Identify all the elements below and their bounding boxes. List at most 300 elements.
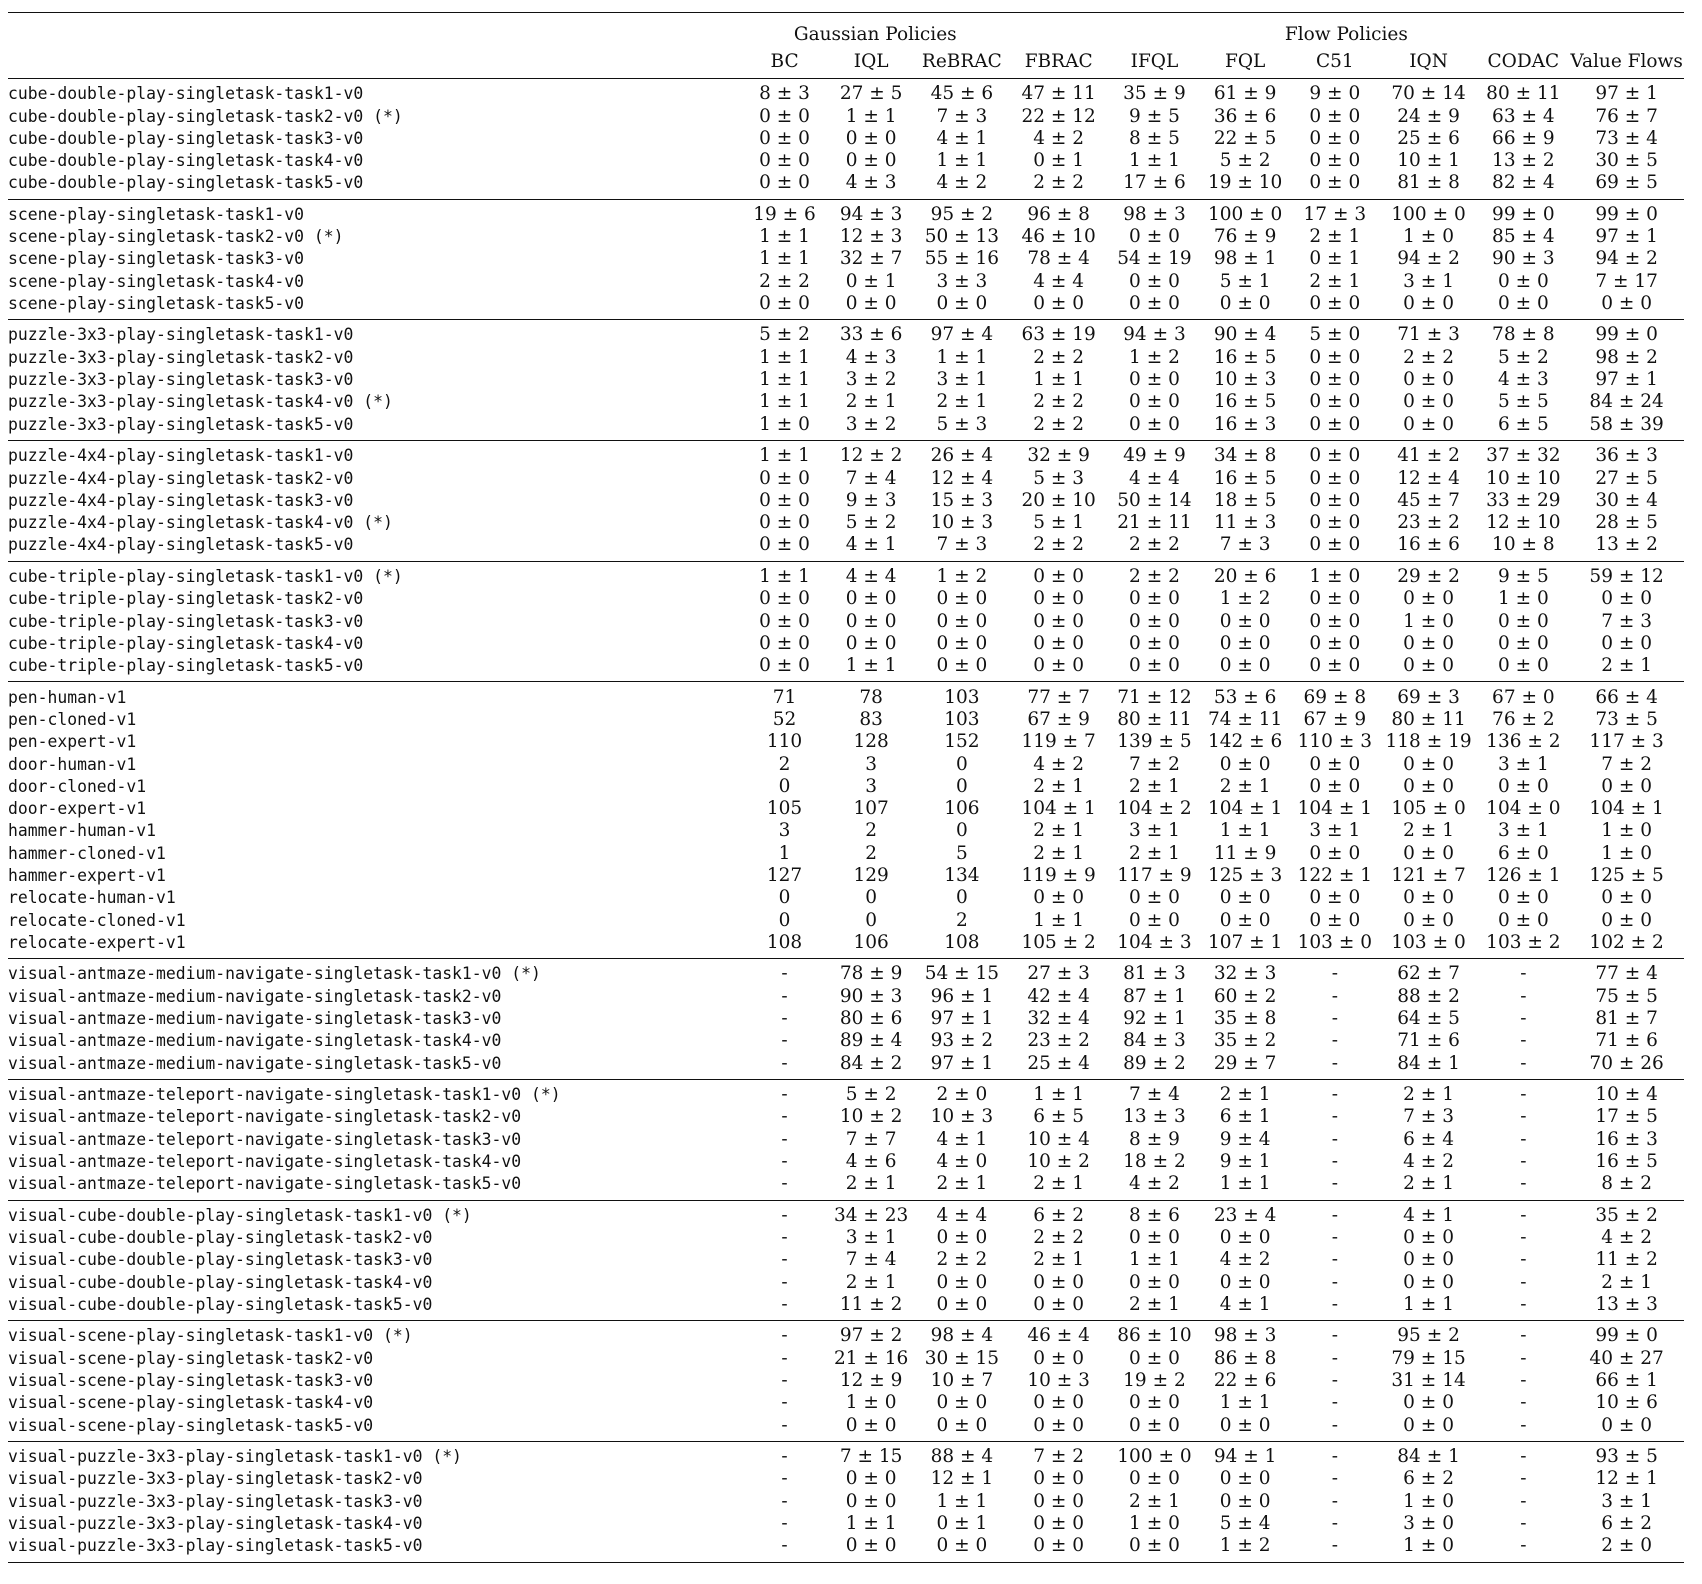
- score-cell: 76 ± 9: [1213, 226, 1277, 248]
- score-cell: 0 ± 0: [1403, 1271, 1454, 1293]
- env-name-cell: visual-scene-play-singletask-task1-v0 (*): [8, 1321, 742, 1348]
- score-cell: -: [1520, 1370, 1527, 1392]
- score-cell: 0 ± 0: [1403, 588, 1454, 610]
- table-row: [8, 1370, 1684, 1392]
- table-row: [8, 798, 1684, 820]
- env-name-cell: visual-antmaze-teleport-navigate-singletask-task3-v0: [8, 1129, 522, 1149]
- score-cell: 0 ± 0: [1403, 369, 1454, 391]
- score-cell: 0 ± 0: [936, 588, 988, 610]
- score-cell: 32 ± 9: [1009, 441, 1109, 468]
- score-cell: 2: [865, 842, 878, 864]
- score-cell: 0 ± 0: [1129, 293, 1180, 315]
- score-cell: 1 ± 2: [915, 561, 1009, 588]
- score-cell: -: [1331, 1414, 1338, 1436]
- score-cell: 0 ± 0: [845, 150, 897, 172]
- env-name-cell: relocate-human-v1: [8, 888, 176, 908]
- score-cell: 2 ± 2: [1033, 172, 1085, 194]
- table-row: [8, 1468, 1684, 1490]
- score-cell: 7 ± 3: [1403, 1106, 1454, 1128]
- score-cell: 4 ± 2: [1129, 1173, 1180, 1195]
- score-cell: 0 ± 0: [845, 1414, 897, 1436]
- score-cell: 4 ± 2: [1403, 1150, 1454, 1172]
- score-cell: -: [781, 1249, 788, 1271]
- score-cell: 0 ± 0: [1219, 293, 1271, 315]
- score-cell: 2: [955, 909, 968, 931]
- table-row: [8, 150, 1684, 172]
- score-cell: 49 ± 9: [1109, 441, 1201, 468]
- score-cell: 7 ± 3: [1601, 610, 1652, 632]
- score-cell: 2 ± 1: [936, 1173, 988, 1195]
- score-cell: 10 ± 2: [1027, 1150, 1090, 1172]
- score-cell: 84 ± 3: [1123, 1030, 1186, 1052]
- score-cell: -: [1477, 1200, 1569, 1227]
- column-header-fql: FQL: [1200, 45, 1290, 79]
- env-name-cell: visual-antmaze-teleport-navigate-singletask-task2-v0: [8, 1107, 522, 1127]
- score-cell: 1 ± 0: [1290, 561, 1380, 588]
- env-name-cell: visual-antmaze-medium-navigate-singletask-task1-v0 (*): [8, 959, 742, 986]
- score-cell: 35 ± 8: [1213, 1008, 1277, 1029]
- table-row: [8, 320, 1684, 347]
- score-cell: 0 ± 0: [759, 293, 810, 315]
- score-cell: 0 ± 0: [1033, 1392, 1085, 1414]
- table-row: [8, 1294, 1684, 1321]
- score-cell: 1 ± 1: [1009, 1079, 1109, 1106]
- score-cell: 27 ± 5: [1595, 467, 1658, 489]
- score-cell: 1 ± 0: [1497, 588, 1549, 610]
- score-cell: 0 ± 0: [845, 293, 897, 315]
- score-cell: 7 ± 17: [1595, 270, 1658, 292]
- score-cell: 0 ± 0: [1403, 655, 1454, 677]
- score-cell: 2 ± 1: [1033, 775, 1085, 797]
- score-cell: 1 ± 1: [1219, 820, 1271, 842]
- score-cell: 63 ± 19: [1009, 320, 1109, 347]
- env-name-cell: cube-triple-play-singletask-task1-v0 (*): [8, 561, 742, 588]
- table-row: [8, 128, 1684, 150]
- table-row: [8, 1415, 1684, 1442]
- score-cell: 2 ± 2: [759, 270, 810, 292]
- score-cell: 1 ± 1: [1129, 1249, 1180, 1271]
- score-cell: 2 ± 1: [1033, 1249, 1085, 1271]
- score-cell: 30 ± 15: [924, 1347, 1000, 1369]
- score-cell: 0 ± 0: [1129, 369, 1180, 391]
- score-cell: 3: [865, 775, 878, 797]
- score-cell: 4 ± 2: [1033, 753, 1085, 775]
- score-cell: 16 ± 3: [1595, 1128, 1658, 1150]
- score-cell: 3 ± 1: [1403, 270, 1454, 292]
- score-cell: 28 ± 5: [1595, 512, 1658, 534]
- score-cell: 0: [865, 887, 878, 909]
- score-cell: 104 ± 1: [1297, 798, 1372, 820]
- score-cell: -: [781, 985, 788, 1007]
- score-cell: 1 ± 1: [845, 1513, 897, 1535]
- env-name-cell: door-expert-v1: [8, 799, 147, 819]
- score-cell: 3 ± 1: [845, 1227, 897, 1249]
- score-cell: 1 ± 2: [1200, 1535, 1290, 1562]
- score-cell: 13 ± 2: [1492, 150, 1555, 172]
- score-cell: 36 ± 3: [1569, 441, 1684, 468]
- score-cell: 9 ± 4: [1219, 1128, 1271, 1150]
- score-cell: 4 ± 4: [1129, 467, 1180, 489]
- score-cell: 129: [853, 865, 889, 887]
- score-cell: 46 ± 4: [1009, 1321, 1109, 1348]
- score-cell: -: [1520, 1227, 1527, 1249]
- score-cell: 0 ± 0: [1309, 887, 1361, 909]
- score-cell: 22 ± 6: [1213, 1370, 1277, 1392]
- score-cell: 3 ± 2: [845, 369, 897, 391]
- score-cell: 10 ± 10: [1486, 467, 1561, 489]
- score-cell: -: [1477, 1321, 1569, 1348]
- score-cell: 35 ± 2: [1213, 1030, 1277, 1052]
- score-cell: 69 ± 3: [1380, 682, 1478, 709]
- table-row: [8, 347, 1684, 369]
- env-name-cell: relocate-expert-v1: [8, 932, 186, 952]
- score-cell: 97 ± 1: [930, 1008, 994, 1029]
- table-row: [8, 1030, 1684, 1052]
- score-cell: 126 ± 1: [1486, 865, 1561, 887]
- score-cell: 0 ± 0: [1309, 346, 1361, 368]
- score-cell: 71 ± 12: [1109, 682, 1201, 709]
- table-row: [8, 1491, 1684, 1513]
- score-cell: 7 ± 3: [936, 534, 988, 556]
- score-cell: 70 ± 14: [1380, 79, 1478, 106]
- score-cell: 1 ± 0: [1380, 1535, 1478, 1562]
- score-cell: 45 ± 6: [915, 79, 1009, 106]
- score-cell: 0 ± 0: [1290, 441, 1380, 468]
- score-cell: 98 ± 3: [1109, 199, 1201, 226]
- score-cell: 2 ± 1: [1129, 842, 1180, 864]
- score-cell: 0 ± 0: [1219, 909, 1271, 931]
- score-cell: 0 ± 0: [936, 293, 988, 315]
- score-cell: 2 ± 1: [1129, 1490, 1180, 1512]
- score-cell: 0 ± 0: [1601, 887, 1652, 909]
- env-name-cell: scene-play-singletask-task1-v0: [8, 199, 742, 226]
- score-cell: 0 ± 0: [1309, 909, 1361, 931]
- score-cell: 54 ± 19: [1117, 248, 1192, 270]
- table-row: [8, 1129, 1684, 1151]
- table-row: [8, 490, 1684, 512]
- score-cell: 108: [944, 931, 980, 953]
- score-cell: 23 ± 4: [1200, 1200, 1290, 1227]
- env-name-cell: door-human-v1: [8, 754, 137, 774]
- score-cell: 0 ± 0: [1129, 1392, 1180, 1414]
- score-cell: -: [1331, 1052, 1338, 1074]
- score-cell: 7 ± 4: [845, 1249, 897, 1271]
- score-cell: 7 ± 2: [1601, 753, 1652, 775]
- score-cell: 23 ± 2: [1397, 512, 1460, 534]
- score-cell: 18 ± 2: [1123, 1150, 1186, 1172]
- score-cell: 4 ± 1: [845, 534, 897, 556]
- score-cell: 86 ± 10: [1109, 1321, 1201, 1348]
- score-cell: 0 ± 0: [936, 632, 988, 654]
- score-cell: 0 ± 0: [1309, 842, 1361, 864]
- score-cell: 4 ± 2: [1601, 1227, 1652, 1249]
- score-cell: 0 ± 0: [1129, 610, 1180, 632]
- score-cell: -: [1520, 1128, 1527, 1150]
- score-cell: 2 ± 2: [936, 1249, 988, 1271]
- score-cell: 67 ± 0: [1477, 682, 1569, 709]
- score-cell: 32 ± 7: [839, 248, 903, 270]
- score-cell: 33 ± 6: [827, 320, 915, 347]
- score-cell: 1 ± 0: [1403, 1490, 1454, 1512]
- score-cell: 5 ± 3: [1033, 467, 1085, 489]
- score-cell: 4 ± 4: [915, 1200, 1009, 1227]
- score-cell: 2 ± 1: [1129, 775, 1180, 797]
- table-row: [8, 1053, 1684, 1080]
- score-cell: 9 ± 0: [1290, 79, 1380, 106]
- score-cell: 59 ± 12: [1569, 561, 1684, 588]
- score-cell: 63 ± 4: [1492, 105, 1555, 127]
- score-cell: 0 ± 0: [1129, 1414, 1180, 1436]
- score-cell: 1 ± 0: [759, 413, 810, 435]
- score-cell: 2 ± 1: [1200, 1079, 1290, 1106]
- score-cell: 0 ± 0: [1403, 842, 1454, 864]
- score-cell: -: [781, 1347, 788, 1369]
- score-cell: 50 ± 14: [1117, 489, 1192, 511]
- score-cell: 2 ± 1: [1601, 1271, 1652, 1293]
- score-cell: 0: [955, 775, 968, 797]
- score-cell: 0 ± 0: [1309, 489, 1361, 511]
- score-cell: 11 ± 2: [839, 1293, 903, 1315]
- score-cell: -: [781, 1271, 788, 1293]
- score-cell: 128: [853, 731, 889, 753]
- score-cell: 104 ± 3: [1117, 931, 1192, 953]
- score-cell: 97 ± 1: [1595, 226, 1658, 248]
- score-cell: 1 ± 0: [1403, 610, 1454, 632]
- table-row: [8, 226, 1684, 248]
- score-cell: 77 ± 7: [1009, 682, 1109, 709]
- score-cell: 106: [853, 931, 889, 953]
- score-cell: 0 ± 0: [1309, 369, 1361, 391]
- score-cell: 0 ± 0: [915, 1535, 1009, 1562]
- table-row: [8, 369, 1684, 391]
- score-cell: 2 ± 1: [1309, 270, 1361, 292]
- score-cell: 4 ± 0: [936, 1150, 988, 1172]
- score-cell: 0 ± 0: [1403, 632, 1454, 654]
- score-cell: 0 ± 0: [759, 150, 810, 172]
- score-cell: 0 ± 0: [1219, 1227, 1271, 1249]
- results-table: [8, 12, 1684, 1563]
- score-cell: 0 ± 0: [1309, 391, 1361, 413]
- score-cell: 10 ± 2: [839, 1106, 903, 1128]
- score-cell: 2 ± 1: [936, 391, 988, 413]
- score-cell: 99 ± 0: [1477, 199, 1569, 226]
- table-row: [8, 633, 1684, 655]
- score-cell: 1 ± 1: [1033, 909, 1085, 931]
- score-cell: 54 ± 15: [915, 959, 1009, 986]
- score-cell: 7 ± 15: [827, 1441, 915, 1468]
- score-cell: 22 ± 12: [1021, 105, 1096, 127]
- score-cell: 0 ± 0: [759, 632, 810, 654]
- score-cell: 0 ± 0: [1129, 413, 1180, 435]
- score-cell: 3 ± 0: [1403, 1513, 1454, 1535]
- score-cell: 5 ± 4: [1219, 1513, 1271, 1535]
- score-cell: 12 ± 1: [930, 1468, 994, 1490]
- score-cell: 21 ± 11: [1117, 512, 1192, 534]
- score-cell: 10 ± 1: [1397, 150, 1460, 172]
- score-cell: 103 ± 0: [1297, 931, 1372, 953]
- env-name-cell: cube-triple-play-singletask-task2-v0: [8, 589, 364, 609]
- score-cell: 9 ± 1: [1219, 1150, 1271, 1172]
- score-cell: -: [1520, 1271, 1527, 1293]
- score-cell: -: [1477, 959, 1569, 986]
- score-cell: 0 ± 0: [1497, 293, 1549, 315]
- env-name-cell: puzzle-4x4-play-singletask-task1-v0: [8, 441, 742, 468]
- env-name-cell: cube-triple-play-singletask-task3-v0: [8, 611, 364, 631]
- score-cell: -: [1331, 985, 1338, 1007]
- table-row: [8, 1535, 1684, 1562]
- score-cell: 0 ± 0: [1601, 588, 1652, 610]
- score-cell: 97 ± 1: [930, 1052, 994, 1074]
- env-name-cell: visual-antmaze-medium-navigate-singletask-task2-v0: [8, 986, 502, 1006]
- score-cell: 13 ± 3: [1595, 1293, 1658, 1315]
- score-cell: 4 ± 1: [936, 1128, 988, 1150]
- score-cell: 4 ± 2: [1219, 1249, 1271, 1271]
- header-group-row: [8, 13, 1684, 45]
- score-cell: 117 ± 3: [1589, 731, 1664, 753]
- score-cell: 8 ± 2: [1601, 1173, 1652, 1195]
- score-cell: -: [781, 1490, 788, 1512]
- score-cell: 0 ± 0: [1497, 775, 1549, 797]
- score-cell: 90 ± 4: [1200, 320, 1290, 347]
- score-cell: 104 ± 1: [1021, 798, 1096, 820]
- score-cell: 30 ± 5: [1595, 150, 1658, 172]
- score-cell: 98 ± 1: [1213, 248, 1277, 270]
- score-cell: 13 ± 3: [1123, 1106, 1186, 1128]
- env-name-cell: visual-antmaze-medium-navigate-singletask-task3-v0: [8, 1009, 502, 1028]
- score-cell: 32 ± 3: [1200, 959, 1290, 986]
- score-cell: 2 ± 1: [1601, 655, 1652, 677]
- score-cell: 7 ± 3: [936, 105, 988, 127]
- score-cell: 104 ± 2: [1117, 798, 1192, 820]
- score-cell: 0 ± 0: [1497, 632, 1549, 654]
- table-row: [8, 932, 1684, 959]
- score-cell: 0 ± 0: [1497, 909, 1549, 931]
- score-cell: -: [1331, 1271, 1338, 1293]
- score-cell: 0 ± 0: [1601, 909, 1652, 931]
- score-cell: -: [1520, 1150, 1527, 1172]
- env-name-cell: hammer-human-v1: [8, 821, 157, 841]
- score-cell: 5: [955, 842, 968, 864]
- score-cell: 3 ± 1: [1601, 1490, 1652, 1512]
- table-row: [8, 172, 1684, 199]
- score-cell: 16 ± 3: [1213, 413, 1277, 435]
- score-cell: 0: [955, 820, 968, 842]
- score-cell: 0 ± 0: [1403, 1227, 1454, 1249]
- score-cell: 71 ± 6: [1397, 1030, 1460, 1052]
- score-cell: 80 ± 11: [1391, 708, 1466, 730]
- score-cell: 1 ± 1: [759, 369, 810, 391]
- score-cell: 58 ± 39: [1589, 413, 1664, 435]
- score-cell: -: [1477, 1441, 1569, 1468]
- score-cell: 1 ± 1: [845, 655, 897, 677]
- score-cell: 0 ± 0: [1309, 150, 1361, 172]
- score-cell: 27 ± 5: [827, 79, 915, 106]
- score-cell: -: [1331, 1030, 1338, 1052]
- score-cell: 0 ± 0: [1129, 655, 1180, 677]
- score-cell: -: [1520, 1106, 1527, 1128]
- score-cell: 0 ± 0: [1497, 270, 1549, 292]
- score-cell: 10 ± 3: [1213, 369, 1277, 391]
- env-name-cell: cube-double-play-singletask-task4-v0: [8, 151, 364, 171]
- score-cell: 106: [944, 798, 980, 820]
- score-cell: 2 ± 1: [1309, 226, 1361, 248]
- score-cell: 73 ± 5: [1595, 708, 1658, 730]
- score-cell: 10 ± 7: [930, 1370, 994, 1392]
- score-cell: 3 ± 3: [936, 270, 988, 292]
- score-cell: 103 ± 0: [1391, 931, 1466, 953]
- score-cell: 139 ± 5: [1117, 731, 1192, 753]
- score-cell: -: [1331, 1227, 1338, 1249]
- table-row: [8, 271, 1684, 293]
- score-cell: 1 ± 1: [1033, 369, 1085, 391]
- score-cell: 0 ± 0: [1309, 512, 1361, 534]
- score-cell: 4 ± 6: [845, 1150, 897, 1172]
- score-cell: 0 ± 0: [1497, 887, 1549, 909]
- score-cell: 0 ± 0: [845, 588, 897, 610]
- score-cell: 103: [915, 682, 1009, 709]
- score-cell: 74 ± 11: [1207, 708, 1283, 730]
- header-env-blank: [8, 45, 742, 79]
- score-cell: 0 ± 0: [1309, 775, 1361, 797]
- column-header-iql: IQL: [827, 45, 915, 79]
- score-cell: 36 ± 6: [1213, 105, 1277, 127]
- score-cell: 0 ± 0: [1309, 610, 1361, 632]
- score-cell: 0 ± 0: [1129, 1271, 1180, 1293]
- score-cell: 3: [865, 753, 878, 775]
- table-row: [8, 561, 1684, 588]
- score-cell: 45 ± 7: [1397, 489, 1460, 511]
- table-row: [8, 1008, 1684, 1030]
- env-name-cell: visual-scene-play-singletask-task2-v0: [8, 1348, 374, 1368]
- column-header-fbrac: FBRAC: [1009, 45, 1109, 79]
- score-cell: 99 ± 0: [1569, 199, 1684, 226]
- score-cell: 2 ± 1: [1033, 1173, 1085, 1195]
- score-cell: 98 ± 4: [915, 1321, 1009, 1348]
- score-cell: 1 ± 0: [1129, 1513, 1180, 1535]
- score-cell: 6 ± 1: [1219, 1106, 1271, 1128]
- score-cell: -: [1477, 1535, 1569, 1562]
- table-row: [8, 79, 1684, 106]
- score-cell: 4 ± 1: [1219, 1293, 1271, 1315]
- score-cell: 2 ± 0: [915, 1079, 1009, 1106]
- table-row: [8, 865, 1684, 887]
- env-name-cell: visual-cube-double-play-singletask-task4-v0: [8, 1272, 433, 1292]
- score-cell: 0 ± 0: [1109, 1535, 1201, 1562]
- score-cell: 12 ± 9: [839, 1370, 903, 1392]
- score-cell: 0 ± 0: [1033, 632, 1085, 654]
- score-cell: 93 ± 5: [1569, 1441, 1684, 1468]
- score-cell: 80 ± 6: [839, 1008, 903, 1029]
- score-cell: 10 ± 3: [930, 512, 994, 534]
- table-row: [8, 1227, 1684, 1249]
- score-cell: 0 ± 0: [1403, 1249, 1454, 1271]
- score-cell: 97 ± 2: [827, 1321, 915, 1348]
- score-cell: 10 ± 8: [1492, 534, 1555, 556]
- score-cell: -: [1520, 1293, 1527, 1315]
- score-cell: -: [781, 1052, 788, 1074]
- score-cell: 0 ± 0: [1219, 1271, 1271, 1293]
- score-cell: 25 ± 6: [1397, 127, 1460, 149]
- score-cell: 7 ± 7: [845, 1128, 897, 1150]
- score-cell: -: [1331, 1370, 1338, 1392]
- score-cell: 0 ± 0: [1219, 887, 1271, 909]
- score-cell: 0 ± 0: [759, 655, 810, 677]
- score-cell: 97 ± 1: [1595, 369, 1658, 391]
- score-cell: 1 ± 0: [845, 1392, 897, 1414]
- score-cell: 20 ± 10: [1021, 489, 1096, 511]
- score-cell: 0 ± 0: [1033, 1468, 1085, 1490]
- env-name-cell: puzzle-3x3-play-singletask-task2-v0: [8, 347, 354, 367]
